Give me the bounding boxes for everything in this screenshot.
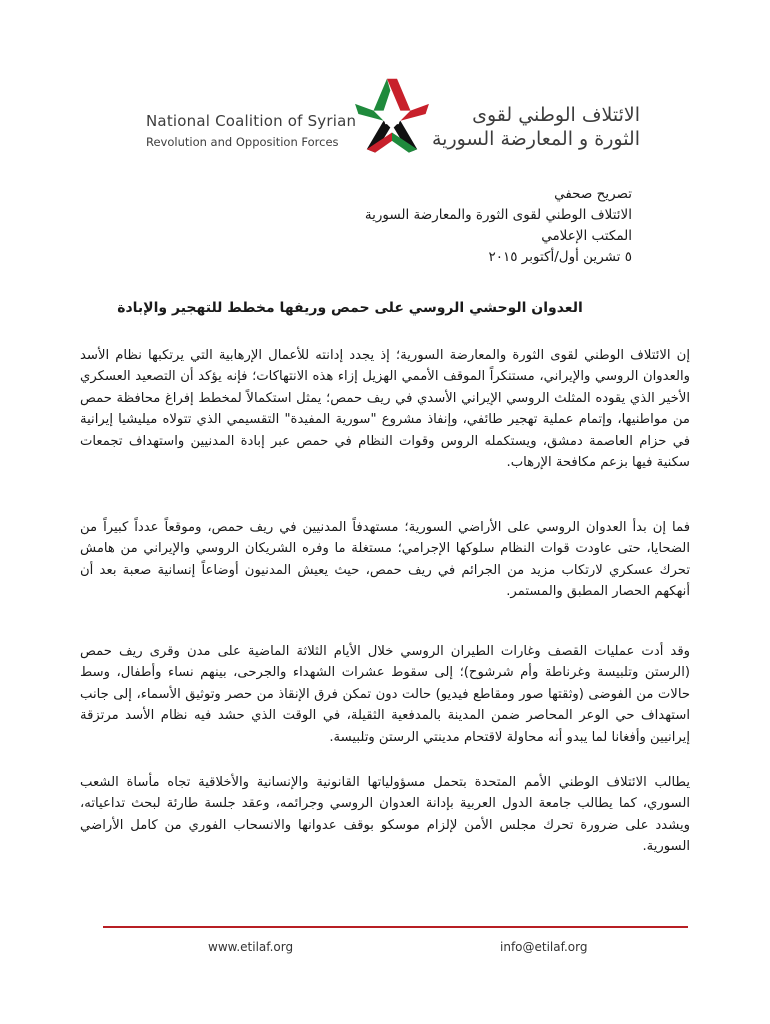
footer-email: info@etilaf.org [500, 940, 588, 954]
body-paragraph: فما إن بدأ العدوان الروسي على الأراضي السورية؛ مستهدفاً المدنيين في ريف حمص، وموقعاً عدداً كبيراً من الضحايا، حتى عاودت قوات النظام سلوكها الإجرامي؛ مستغلة ما وفره الشريكان الروسي والإيراني من هامش تحرك عسكري لارتكاب مزيد من الجرائم في ريف حمص، حيث يعيش المدنيون أوضاعاً إنسانية صعبة بعد أن أنهكهم الحصار المطبق والمستمر. [80, 520, 690, 600]
release-office: المكتب الإعلامي [541, 228, 632, 244]
org-name-english-line1: National Coalition of Syrian [146, 112, 357, 130]
org-name-english [146, 112, 356, 149]
org-name-arabic-line1: الائتلاف الوطني لقوى [472, 104, 640, 126]
letterhead [0, 62, 770, 162]
body-paragraph: يطالب الائتلاف الوطني الأمم المتحدة بتحمل مسؤولياتها القانونية والإنسانية والأخلاقية تجاه مأساة الشعب السوري، كما يطالب جامعة الدول العربية بإدانة العدوان الروسي وجرائمه، وعقد جلسة طارئة لبحث تداعياته، ويشدد على ضرورة تحرك مجلس الأمن لإلزام موسكو بوقف عدوانها والانسحاب الفوري من كامل الأراضي السورية. [80, 775, 690, 855]
org-name-english-line2: Revolution and Opposition Forces [146, 135, 339, 149]
release-meta [232, 184, 632, 268]
footer-divider [103, 926, 688, 928]
org-name-arabic-line2: الثورة و المعارضة السورية [431, 128, 640, 150]
release-headline: العدوان الوحشي الروسي على حمص وريفها مخطط للتهجير والإبادة [117, 300, 583, 316]
release-date: ٥ تشرين أول/أكتوبر ٢٠١٥ [488, 249, 632, 265]
org-name-arabic [431, 104, 640, 150]
release-type: تصريح صحفي [554, 186, 632, 202]
coalition-star-logo-icon [350, 72, 434, 156]
release-issuer: الائتلاف الوطني لقوى الثورة والمعارضة السورية [364, 207, 632, 223]
body-paragraph: إن الائتلاف الوطني لقوى الثورة والمعارضة السورية؛ إذ يجدد إدانته للأعمال الإرهابية التي يرتكبها نظام الأسد والعدوان الروسي والإيراني، مستنكراً الموقف الأممي الهزيل إزاء هذه الانتهاكات؛ فإنه يؤكد أن التصعيد العسكري الأخير الذي يقوده المثلث الروسي الإيراني الأسدي في ريف حمص؛ يمثل استكمالاً لمخطط إفراغ محافظة حمص من مواطنيها، وإتمام عملية تهجير طائفي، وإنفاذ مشروع "سورية المفيدة" التقسيمي الذي تتولاه ميليشيا إيرانية في حزام العاصمة دمشق، ويستكمله الروس وقوات النظام في حمص عبر إبادة المدنيين واستهداف تجمعات سكنية فيها بزعم مكافحة الإرهاب. [80, 348, 690, 471]
body-paragraph: وقد أدت عمليات القصف وغارات الطيران الروسي خلال الأيام الثلاثة الماضية على مدن وقرى ريف حمص (الرستن وتلبيسة وغرناطة وأم شرشوح)؛ إلى سقوط عشرات الشهداء والجرحى، بينهم نساء وأطفال، وسط حالات من الفوضى (وثقتها صور ومقاطع فيديو) حالت دون تمكن فرق الإنقاذ من حصر وتوثيق الأسماء، إلى جانب استهداف حي الوعر المحاصر ضمن المدينة بالمدفعية الثقيلة، في الوقت الذي حشد فيه نظام الأسد مرتزقة إيرانيين وأفغانا لما يبدو أنه محاولة لاقتحام مدينتي الرستن وتلبيسة. [80, 644, 690, 745]
footer-website: www.etilaf.org [208, 940, 294, 954]
